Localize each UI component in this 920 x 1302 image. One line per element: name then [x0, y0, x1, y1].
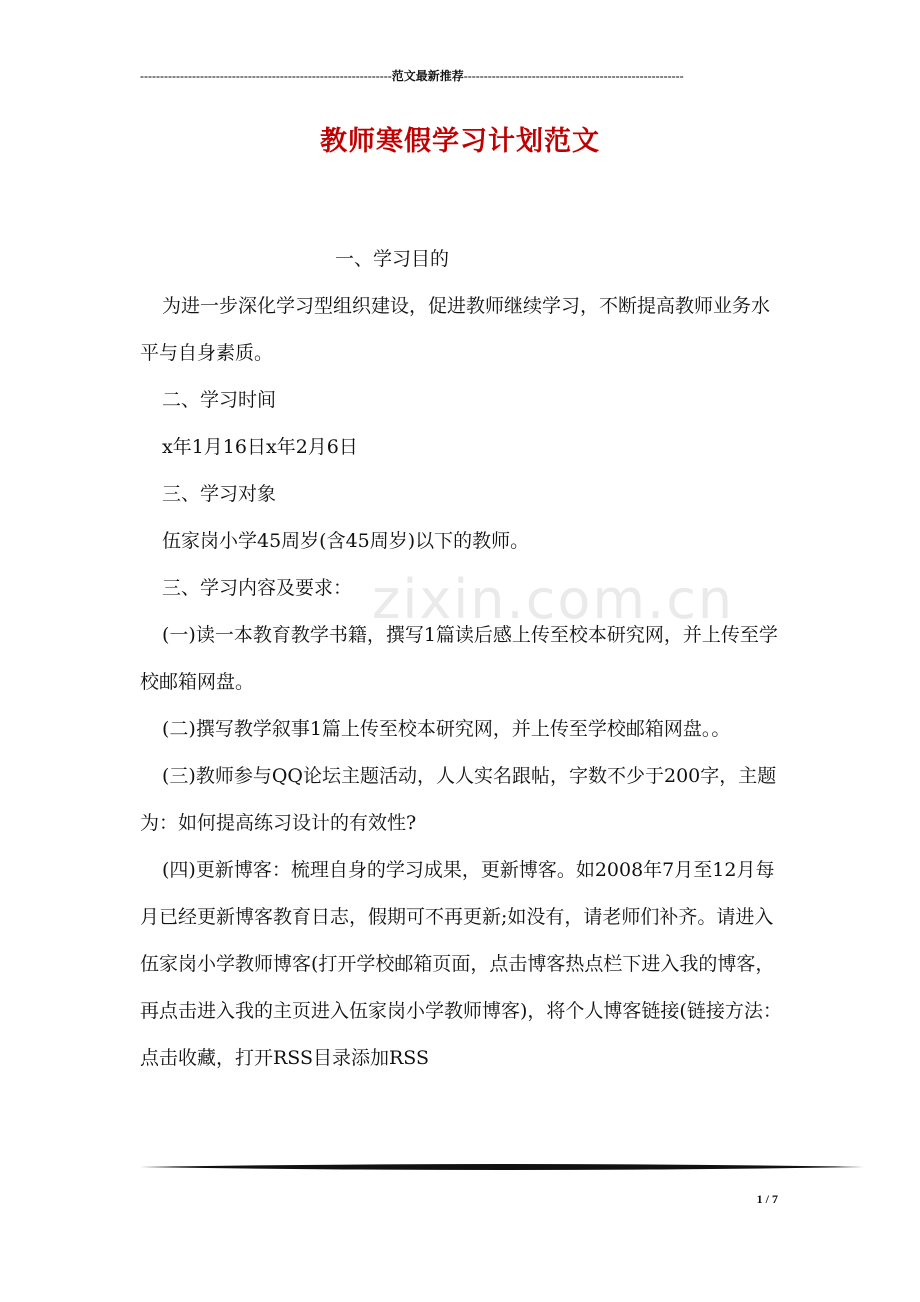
- document-title: 教师寒假学习计划范文: [320, 126, 600, 157]
- paragraph-item-3: (三)教师参与QQ论坛主题活动，人人实名跟帖，字数不少于200字，主题为：如何提高练习设计的有效性?: [140, 765, 777, 834]
- section-heading-target: 三、学习对象: [162, 483, 277, 505]
- paragraph-item-1: (一)读一本教育教学书籍，撰写1篇读后感上传至校本研究网，并上传至学校邮箱网盘。: [140, 624, 778, 693]
- watermark: zixin.com.cn: [372, 568, 735, 631]
- section-heading-purpose: 一、学习目的: [335, 248, 450, 270]
- section-heading-time: 二、学习时间: [162, 389, 277, 411]
- paragraph-purpose: 为进一步深化学习型组织建设，促进教师继续学习，不断提高教师业务水平与自身素质。: [140, 295, 771, 364]
- page-number: 1 / 7: [756, 1192, 778, 1206]
- header-dashes-left: ---------------------------------------------------------------: [140, 69, 392, 83]
- paragraph-item-2: (二)撰写教学叙事1篇上传至校本研究网，并上传至学校邮箱网盘。。: [162, 718, 731, 740]
- paragraph-target: 伍家岗小学45周岁(含45周岁)以下的教师。: [162, 530, 530, 552]
- page-header: [140, 68, 768, 84]
- header-label: 范文最新推荐: [391, 69, 464, 83]
- footer-rule: [140, 1162, 864, 1172]
- paragraph-item-4: (四)更新博客：梳理自身的学习成果，更新博客。如2008年7月至12月每月已经更新博客教育日志，假期可不再更新;如没有，请老师们补齐。请进入伍家岗小学教师博客(打开学校邮箱页面，点击博客热点栏下进入我的博客，再点击进入我的主页进入伍家岗小学教师博客)，将个人博客链接(链接方法：点击收藏，打开RSS目录添加RSS: [140, 859, 782, 1069]
- document-body: [140, 236, 782, 1082]
- header-dashes-right: -------------------------------------------------------: [463, 69, 684, 83]
- section-heading-content: 三、学习内容及要求：: [162, 577, 353, 599]
- paragraph-time: x年1月16日x年2月6日: [162, 436, 358, 458]
